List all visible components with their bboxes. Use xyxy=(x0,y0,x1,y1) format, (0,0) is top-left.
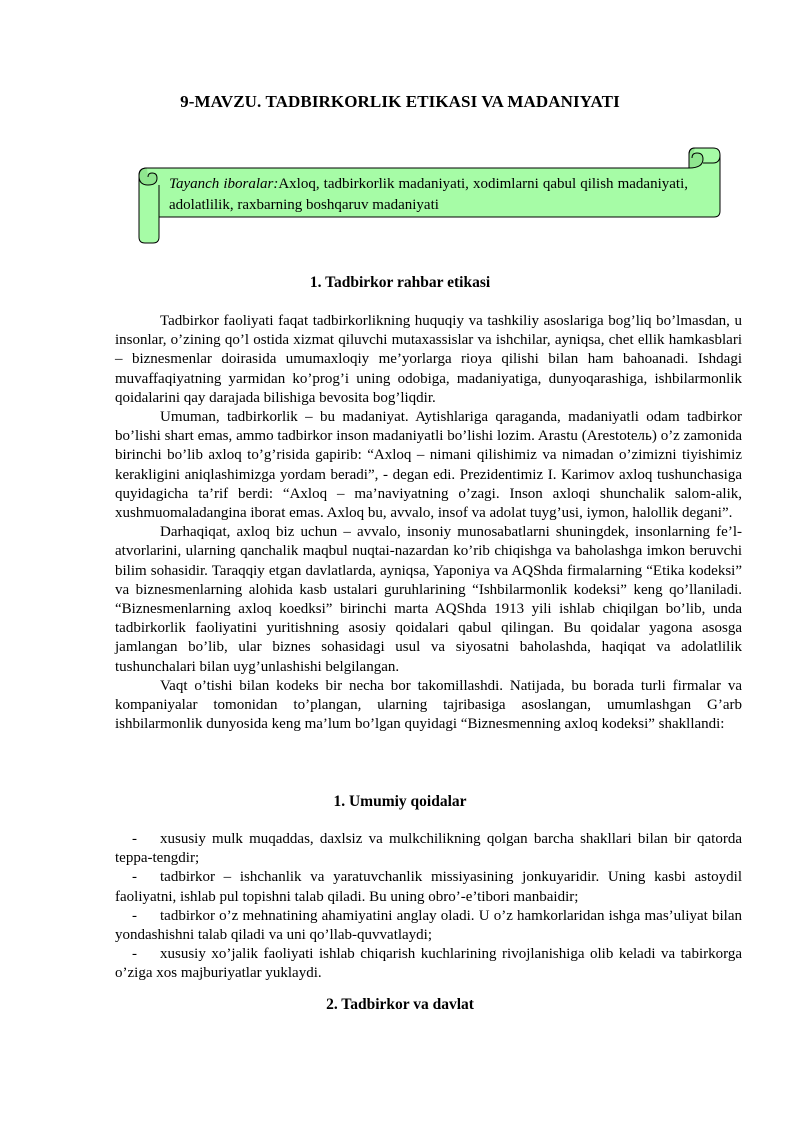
paragraph: Umuman, tadbirkorlik – bu madaniyat. Aytishlariga qaraganda, madaniyatli odam tadbirkor bo’lishi shart emas, ammo tadbirkor inson madaniyatli bo’lishi lozim. Arastu (Arestoteль) o’z zamonida birinchi bo’lib axloq to’g’risida gapirib: “Axloq – nimani qilishimiz va nimadan o’zimizni tiyishimiz kerakligini aniqlashimizga yordam beradi”, - degan edi. Prezidentimiz I. Karimov axloq tushunchasiga quyidagicha ta’rif berdi: “Axloq – ma’naviyatning o’zagi. Inson axloqi shunchalik salom-alik, xushmuomaladangina iborat emas. Axloq bu, avvalo, insof va adolat tuyg’usi, iymon, halollik degani”. xyxy=(115,409,742,522)
paragraph: Tadbirkor faoliyati faqat tadbirkorlikning huquqiy va tashkiliy asoslariga bog’liq bo’lmasdan, u insonlar, o’zining qo’l ostida xizmat qiluvchi mutaxassislar va ishchilar, ayniqsa, chet ellik hamkasblari – biznesmenlar doirasida umumaxloqiy me’yorlarga rioya qilishi bilan ham bahoanadi. Ishdagi muvaffaqiyatning yarmidan ko’prog’i uning odobiga, madaniyatiga, dunyoqarashiga, ishbilarmonlik qoidalarini qay darajada bilishiga bevosita bog’liqdir. xyxy=(115,313,742,406)
list-dash: - xyxy=(132,831,137,847)
keywords-list: Axloq, tadbirkorlik madaniyati, xodimlarni qabul qilish madaniyati, adolatlilik, raxbarning boshqaruv madaniyati xyxy=(169,176,688,213)
subsection-heading-1: 1. Umumiy qoidalar xyxy=(333,793,467,810)
list-item: - xususiy mulk muqaddas, daxlsiz va mulkchilikning qolgan barcha shakllari bilan bir qatorda teppa-tengdir; xyxy=(115,831,742,867)
list-dash: - xyxy=(132,869,137,886)
keywords-text xyxy=(169,174,688,216)
list-item: - tadbirkor o’z mehnatining ahamiyatini anglay oladi. U o’z hamkorlaridan ishga mas’uliyat bilan yondashishni talab qiladi va uni qo’llab-quvvatlaydi; xyxy=(115,907,742,944)
section-1-body xyxy=(115,312,742,734)
list-item: - tadbirkor – ishchanlik va yaratuvchanlik missiyasining jonkuyaridir. Uning kasbi astoydil faoliyatni, ishlab pul topishni talab qiladi. Bu uning obro’-e’tibori manbaidir; xyxy=(115,869,742,905)
list-dash: - xyxy=(132,946,137,963)
paragraph: Vaqt o’tishi bilan kodeks bir necha bor takomillashdi. Natijada, bu borada turli firmalar va kompaniyalar tomonidan to’plangan, ularning tajribasiga asoslangan, umumlashgan G’arb ishbilarmonlik dunyosida keng ma’lum bo’lgan quyidagi “Biznesmenning axloq kodeksi” shakllandi: xyxy=(115,677,742,733)
list-dash: - xyxy=(132,907,137,924)
page-title: 9-MAVZU. TADBIRKORLIK ETIKASI VA MADANIYATI xyxy=(180,92,620,111)
rules-list xyxy=(115,830,742,984)
section-heading-1: 1. Tadbirkor rahbar etikasi xyxy=(309,274,491,291)
keywords-banner xyxy=(137,145,721,245)
keywords-label: Tayanch iboralar: xyxy=(169,176,279,192)
list-item: - xususiy xo’jalik faoliyati ishlab chiqarish kuchlarining rivojlanishiga olib keladi va tabirkorga o’ziga xos majburiyatlar yuklaydi. xyxy=(115,946,742,982)
subsection-heading-2: 2. Tadbirkor va davlat xyxy=(326,996,474,1013)
paragraph: Darhaqiqat, axloq biz uchun – avvalo, insoniy munosabatlarni shuningdek, insonlarning fe’l-atvorlarini, ularning qanchalik maqbul nuqtai-nazardan ko’rib chiqishga va baholashga imkon beruvchi bilim sohasidir. Taraqqiy etgan davlatlarda, ayniqsa, Yaponiya va AQShda firmalarning “Etika kodeksi” va biznesmenlarning alohida kasb ustalari guruhlarining “Ishbilarmonlik kodeksi” keng qo’llaniladi. “Biznesmenlarning axloq koedksi” birinchi marta AQShda 1913 yili ishlab chiqilgan bo’lib, unda tadbirkorlik faoliyatini yuritishning asosiy qoidalari qabul qilingan. Bu qoidalar yagona asosga jamlangan bo’lib, ular biznes sohasidagi usul va siyosatni baholashda, haqiqat va adolatlilik tushunchalari bilan uyg’unlashishi belgilangan. xyxy=(115,524,742,675)
